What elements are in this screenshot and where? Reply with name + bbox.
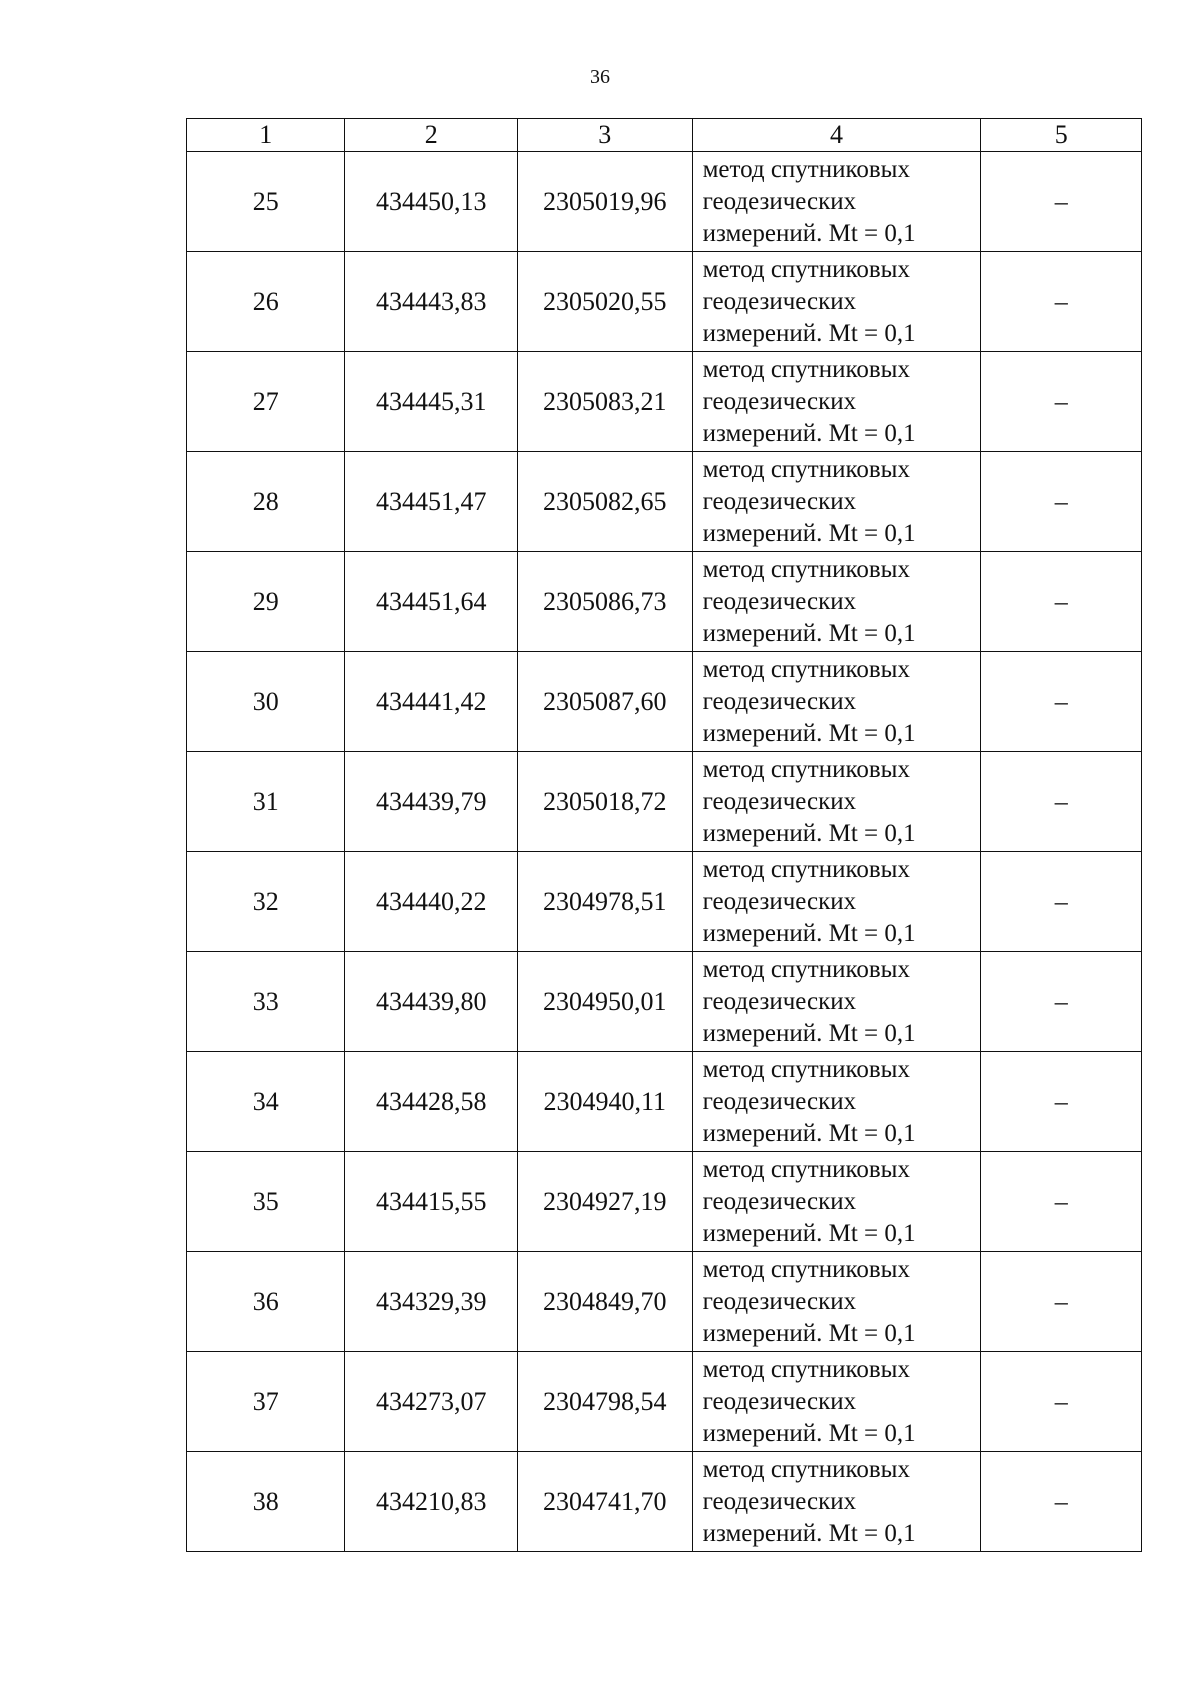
method-text-line: метод спутниковых bbox=[702, 355, 910, 383]
method-text-line: метод спутниковых bbox=[702, 1255, 910, 1283]
table-header-row bbox=[187, 119, 1142, 152]
method-cell bbox=[692, 1152, 981, 1252]
method-cell bbox=[692, 452, 981, 552]
method-text-line: измерений. Mt = 0,1 bbox=[702, 1019, 916, 1047]
table-row bbox=[187, 252, 1142, 352]
point-number-cell: 34 bbox=[187, 1052, 345, 1152]
method-text-line: метод спутниковых bbox=[702, 1455, 910, 1483]
point-number-cell: 28 bbox=[187, 452, 345, 552]
method-text-line: измерений. Mt = 0,1 bbox=[702, 519, 916, 547]
point-number-cell: 32 bbox=[187, 852, 345, 952]
x-coordinate-cell: 434441,42 bbox=[345, 652, 518, 752]
note-cell: – bbox=[981, 352, 1142, 452]
y-coordinate-cell: 2305086,73 bbox=[518, 552, 693, 652]
table-body bbox=[187, 152, 1142, 1552]
x-coordinate-cell: 434451,64 bbox=[345, 552, 518, 652]
method-text-line: геодезических bbox=[702, 1087, 857, 1115]
table-row bbox=[187, 952, 1142, 1052]
table-row bbox=[187, 852, 1142, 952]
point-number-cell: 38 bbox=[187, 1452, 345, 1552]
method-cell bbox=[692, 1452, 981, 1552]
x-coordinate-cell: 434439,80 bbox=[345, 952, 518, 1052]
note-cell: – bbox=[981, 252, 1142, 352]
x-coordinate-cell: 434329,39 bbox=[345, 1252, 518, 1352]
table-row bbox=[187, 1352, 1142, 1452]
method-text-line: метод спутниковых bbox=[702, 855, 910, 883]
method-text-line: геодезических bbox=[702, 387, 857, 415]
x-coordinate-cell: 434451,47 bbox=[345, 452, 518, 552]
method-text-line: измерений. Mt = 0,1 bbox=[702, 619, 916, 647]
method-text-line: измерений. Mt = 0,1 bbox=[702, 1319, 916, 1347]
point-number-cell: 27 bbox=[187, 352, 345, 452]
method-text-line: метод спутниковых bbox=[702, 455, 910, 483]
x-coordinate-cell: 434450,13 bbox=[345, 152, 518, 252]
y-coordinate-cell: 2304978,51 bbox=[518, 852, 693, 952]
method-text-line: геодезических bbox=[702, 887, 857, 915]
method-cell bbox=[692, 252, 981, 352]
header-cell-2: 2 bbox=[345, 119, 518, 152]
note-cell: – bbox=[981, 452, 1142, 552]
note-cell: – bbox=[981, 1452, 1142, 1552]
y-coordinate-cell: 2305082,65 bbox=[518, 452, 693, 552]
x-coordinate-cell: 434445,31 bbox=[345, 352, 518, 452]
y-coordinate-cell: 2305083,21 bbox=[518, 352, 693, 452]
table-row bbox=[187, 352, 1142, 452]
header-cell-3: 3 bbox=[518, 119, 693, 152]
y-coordinate-cell: 2304798,54 bbox=[518, 1352, 693, 1452]
point-number-cell: 29 bbox=[187, 552, 345, 652]
header-cell-4: 4 bbox=[692, 119, 981, 152]
method-cell bbox=[692, 152, 981, 252]
y-coordinate-cell: 2304940,11 bbox=[518, 1052, 693, 1152]
table-row bbox=[187, 1252, 1142, 1352]
method-text-line: метод спутниковых bbox=[702, 1155, 910, 1183]
point-number-cell: 25 bbox=[187, 152, 345, 252]
method-text-line: измерений. Mt = 0,1 bbox=[702, 319, 916, 347]
method-text-line: измерений. Mt = 0,1 bbox=[702, 919, 916, 947]
point-number-cell: 37 bbox=[187, 1352, 345, 1452]
method-text-line: измерений. Mt = 0,1 bbox=[702, 719, 916, 747]
method-text-line: метод спутниковых bbox=[702, 755, 910, 783]
note-cell: – bbox=[981, 652, 1142, 752]
method-text-line: измерений. Mt = 0,1 bbox=[702, 1119, 916, 1147]
method-text-line: геодезических bbox=[702, 587, 857, 615]
y-coordinate-cell: 2304950,01 bbox=[518, 952, 693, 1052]
table-row bbox=[187, 452, 1142, 552]
method-text-line: геодезических bbox=[702, 1387, 857, 1415]
table-row bbox=[187, 1452, 1142, 1552]
method-text-line: геодезических bbox=[702, 687, 857, 715]
table-row bbox=[187, 552, 1142, 652]
method-text-line: метод спутниковых bbox=[702, 155, 910, 183]
method-cell bbox=[692, 1052, 981, 1152]
point-number-cell: 30 bbox=[187, 652, 345, 752]
point-number-cell: 26 bbox=[187, 252, 345, 352]
note-cell: – bbox=[981, 1052, 1142, 1152]
method-text-line: геодезических bbox=[702, 787, 857, 815]
y-coordinate-cell: 2305019,96 bbox=[518, 152, 693, 252]
note-cell: – bbox=[981, 1352, 1142, 1452]
method-cell bbox=[692, 952, 981, 1052]
y-coordinate-cell: 2305087,60 bbox=[518, 652, 693, 752]
method-text-line: геодезических bbox=[702, 1287, 857, 1315]
method-text-line: измерений. Mt = 0,1 bbox=[702, 219, 916, 247]
method-text-line: метод спутниковых bbox=[702, 1055, 910, 1083]
x-coordinate-cell: 434439,79 bbox=[345, 752, 518, 852]
note-cell: – bbox=[981, 552, 1142, 652]
method-text-line: метод спутниковых bbox=[702, 1355, 910, 1383]
method-text-line: геодезических bbox=[702, 287, 857, 315]
method-text-line: геодезических bbox=[702, 487, 857, 515]
note-cell: – bbox=[981, 152, 1142, 252]
x-coordinate-cell: 434428,58 bbox=[345, 1052, 518, 1152]
table-row bbox=[187, 1052, 1142, 1152]
table-row bbox=[187, 652, 1142, 752]
note-cell: – bbox=[981, 752, 1142, 852]
method-cell bbox=[692, 552, 981, 652]
x-coordinate-cell: 434443,83 bbox=[345, 252, 518, 352]
method-cell bbox=[692, 752, 981, 852]
page-number: 36 bbox=[590, 66, 610, 88]
note-cell: – bbox=[981, 952, 1142, 1052]
y-coordinate-cell: 2305018,72 bbox=[518, 752, 693, 852]
method-text-line: метод спутниковых bbox=[702, 655, 910, 683]
y-coordinate-cell: 2304849,70 bbox=[518, 1252, 693, 1352]
method-text-line: измерений. Mt = 0,1 bbox=[702, 1519, 916, 1547]
method-text-line: измерений. Mt = 0,1 bbox=[702, 419, 916, 447]
method-text-line: метод спутниковых bbox=[702, 255, 910, 283]
coordinates-table bbox=[186, 118, 1142, 1552]
table-row bbox=[187, 1152, 1142, 1252]
y-coordinate-cell: 2305020,55 bbox=[518, 252, 693, 352]
method-cell bbox=[692, 1352, 981, 1452]
point-number-cell: 31 bbox=[187, 752, 345, 852]
header-cell-1: 1 bbox=[187, 119, 345, 152]
x-coordinate-cell: 434440,22 bbox=[345, 852, 518, 952]
y-coordinate-cell: 2304927,19 bbox=[518, 1152, 693, 1252]
y-coordinate-cell: 2304741,70 bbox=[518, 1452, 693, 1552]
note-cell: – bbox=[981, 1152, 1142, 1252]
table-row bbox=[187, 152, 1142, 252]
method-text-line: геодезических bbox=[702, 1187, 857, 1215]
method-text-line: измерений. Mt = 0,1 bbox=[702, 1219, 916, 1247]
point-number-cell: 33 bbox=[187, 952, 345, 1052]
method-text-line: геодезических bbox=[702, 187, 857, 215]
x-coordinate-cell: 434415,55 bbox=[345, 1152, 518, 1252]
method-cell bbox=[692, 852, 981, 952]
note-cell: – bbox=[981, 852, 1142, 952]
method-text-line: измерений. Mt = 0,1 bbox=[702, 1419, 916, 1447]
point-number-cell: 36 bbox=[187, 1252, 345, 1352]
method-text-line: метод спутниковых bbox=[702, 555, 910, 583]
note-cell: – bbox=[981, 1252, 1142, 1352]
point-number-cell: 35 bbox=[187, 1152, 345, 1252]
table-row bbox=[187, 752, 1142, 852]
x-coordinate-cell: 434273,07 bbox=[345, 1352, 518, 1452]
method-text-line: метод спутниковых bbox=[702, 955, 910, 983]
x-coordinate-cell: 434210,83 bbox=[345, 1452, 518, 1552]
method-cell bbox=[692, 652, 981, 752]
method-cell bbox=[692, 1252, 981, 1352]
header-cell-5: 5 bbox=[981, 119, 1142, 152]
method-cell bbox=[692, 352, 981, 452]
method-text-line: геодезических bbox=[702, 1487, 857, 1515]
method-text-line: измерений. Mt = 0,1 bbox=[702, 819, 916, 847]
method-text-line: геодезических bbox=[702, 987, 857, 1015]
